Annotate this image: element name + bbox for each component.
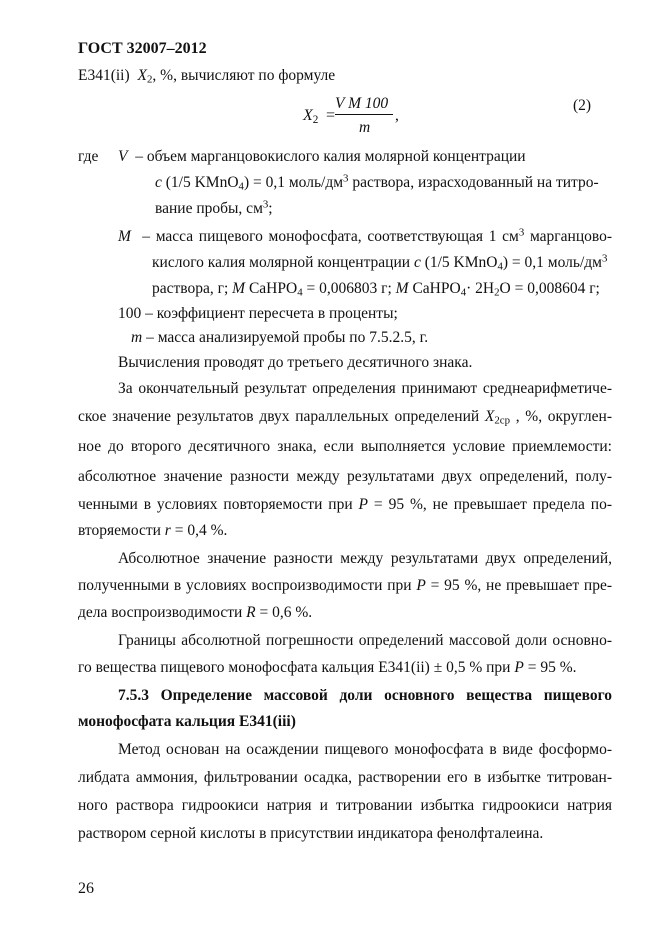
- section-heading-line1: 7.5.3 Определение массовой доли основного вещества пищевого: [118, 687, 612, 704]
- p2-line2: ское значение результатов двух параллельных определений $X_{2ср}$ , %, округлен-: [78, 408, 612, 427]
- formula-denominator: m: [359, 119, 371, 136]
- def-v-line3: вание пробы, $см^3$;: [155, 198, 273, 217]
- formula-comma: ,: [395, 107, 399, 124]
- fraction-bar: [335, 114, 393, 115]
- additive-code: E341(ii): [78, 67, 130, 84]
- p3-line1: Абсолютное значение разности между результатами двух определений,: [118, 550, 612, 567]
- def-m-small: m – масса анализируемой пробы по 7.5.2.5, г.: [131, 329, 429, 346]
- page-number: 26: [78, 880, 94, 897]
- document-header: ГОСТ 32007–2012: [78, 40, 207, 57]
- var-sub: 2: [147, 73, 153, 86]
- paragraph-precision: Вычисления проводят до третьего десятичного знака.: [118, 354, 473, 371]
- def-100: 100 – коэффициент пересчета в проценты;: [118, 305, 398, 322]
- def-m-line1: M – масса пищевого монофосфата, соответствующая 1 $см^3$ марганцово-: [118, 226, 612, 245]
- var-x: X: [137, 67, 147, 84]
- method-line1: Метод основан на осаждении пищевого монофосфата в виде фосформо-: [118, 741, 612, 758]
- formula-number: (2): [573, 97, 592, 114]
- def-m-line2: кислого калия молярной концентрации c (1/5 KMnO$_4$) = 0,1 моль/$дм^3$: [152, 252, 608, 273]
- p4-line1: Границы абсолютной погрешности определений массовой доли основно-: [118, 632, 612, 649]
- p4-line2: го вещества пищевого монофосфата кальция E341(ii) ± 0,5 % при P = 95 %.: [78, 659, 577, 676]
- formula-lhs: $X_2$: [303, 107, 319, 126]
- p3-line3: дела воспроизводимости R = 0,6 %.: [78, 604, 313, 621]
- method-line4: раствором серной кислоты в присутствии индикатора фенолфталеина.: [78, 825, 544, 842]
- formula-numerator: V M 100: [335, 95, 389, 112]
- method-line3: ного раствора гидроокиси натрия и титровании избытка гидроокиси натрия: [78, 797, 612, 814]
- p2-line5: ченными в условиях повторяемости при P = 95 %, не превышает предела по-: [78, 496, 613, 513]
- p2-line4: абсолютное значение разности между результатами двух определений, полу-: [78, 468, 612, 485]
- section-heading-line2: монофосфата кальция E341(iii): [78, 713, 296, 730]
- p3-line2: полученными в условиях воспроизводимости при P = 95 %, не превышает пре-: [78, 577, 613, 594]
- intro-line: [78, 68, 335, 84]
- p2-line6: вторяемости r = 0,4 %.: [78, 522, 228, 539]
- p2-line1: За окончательный результат определения принимают среднеарифметиче-: [118, 380, 612, 397]
- formula-eq: =: [326, 107, 336, 124]
- method-line2: либдата аммония, фильтровании осадка, растворении его в избытке титрован-: [78, 769, 612, 786]
- def-m-line3: раствора, г; M CaHPO$_4$ = 0,006803 г; M CaHPO$_4$· $2H_2O = 0,008604$ г;: [152, 280, 600, 299]
- intro-rest: , %, вычисляют по формуле: [152, 67, 336, 84]
- p2-line3: ное до второго десятичного знака, если выполняется условие приемлемости:: [78, 438, 612, 455]
- def-v-line2: c (1/5 KMnO$_4$) = 0,1 моль/$дм^3$ раствора, израсходованный на титро-: [155, 172, 599, 193]
- def-v-line1: V – объем марганцовокислого калия молярной концентрации: [118, 148, 526, 165]
- where-label: где: [78, 148, 99, 165]
